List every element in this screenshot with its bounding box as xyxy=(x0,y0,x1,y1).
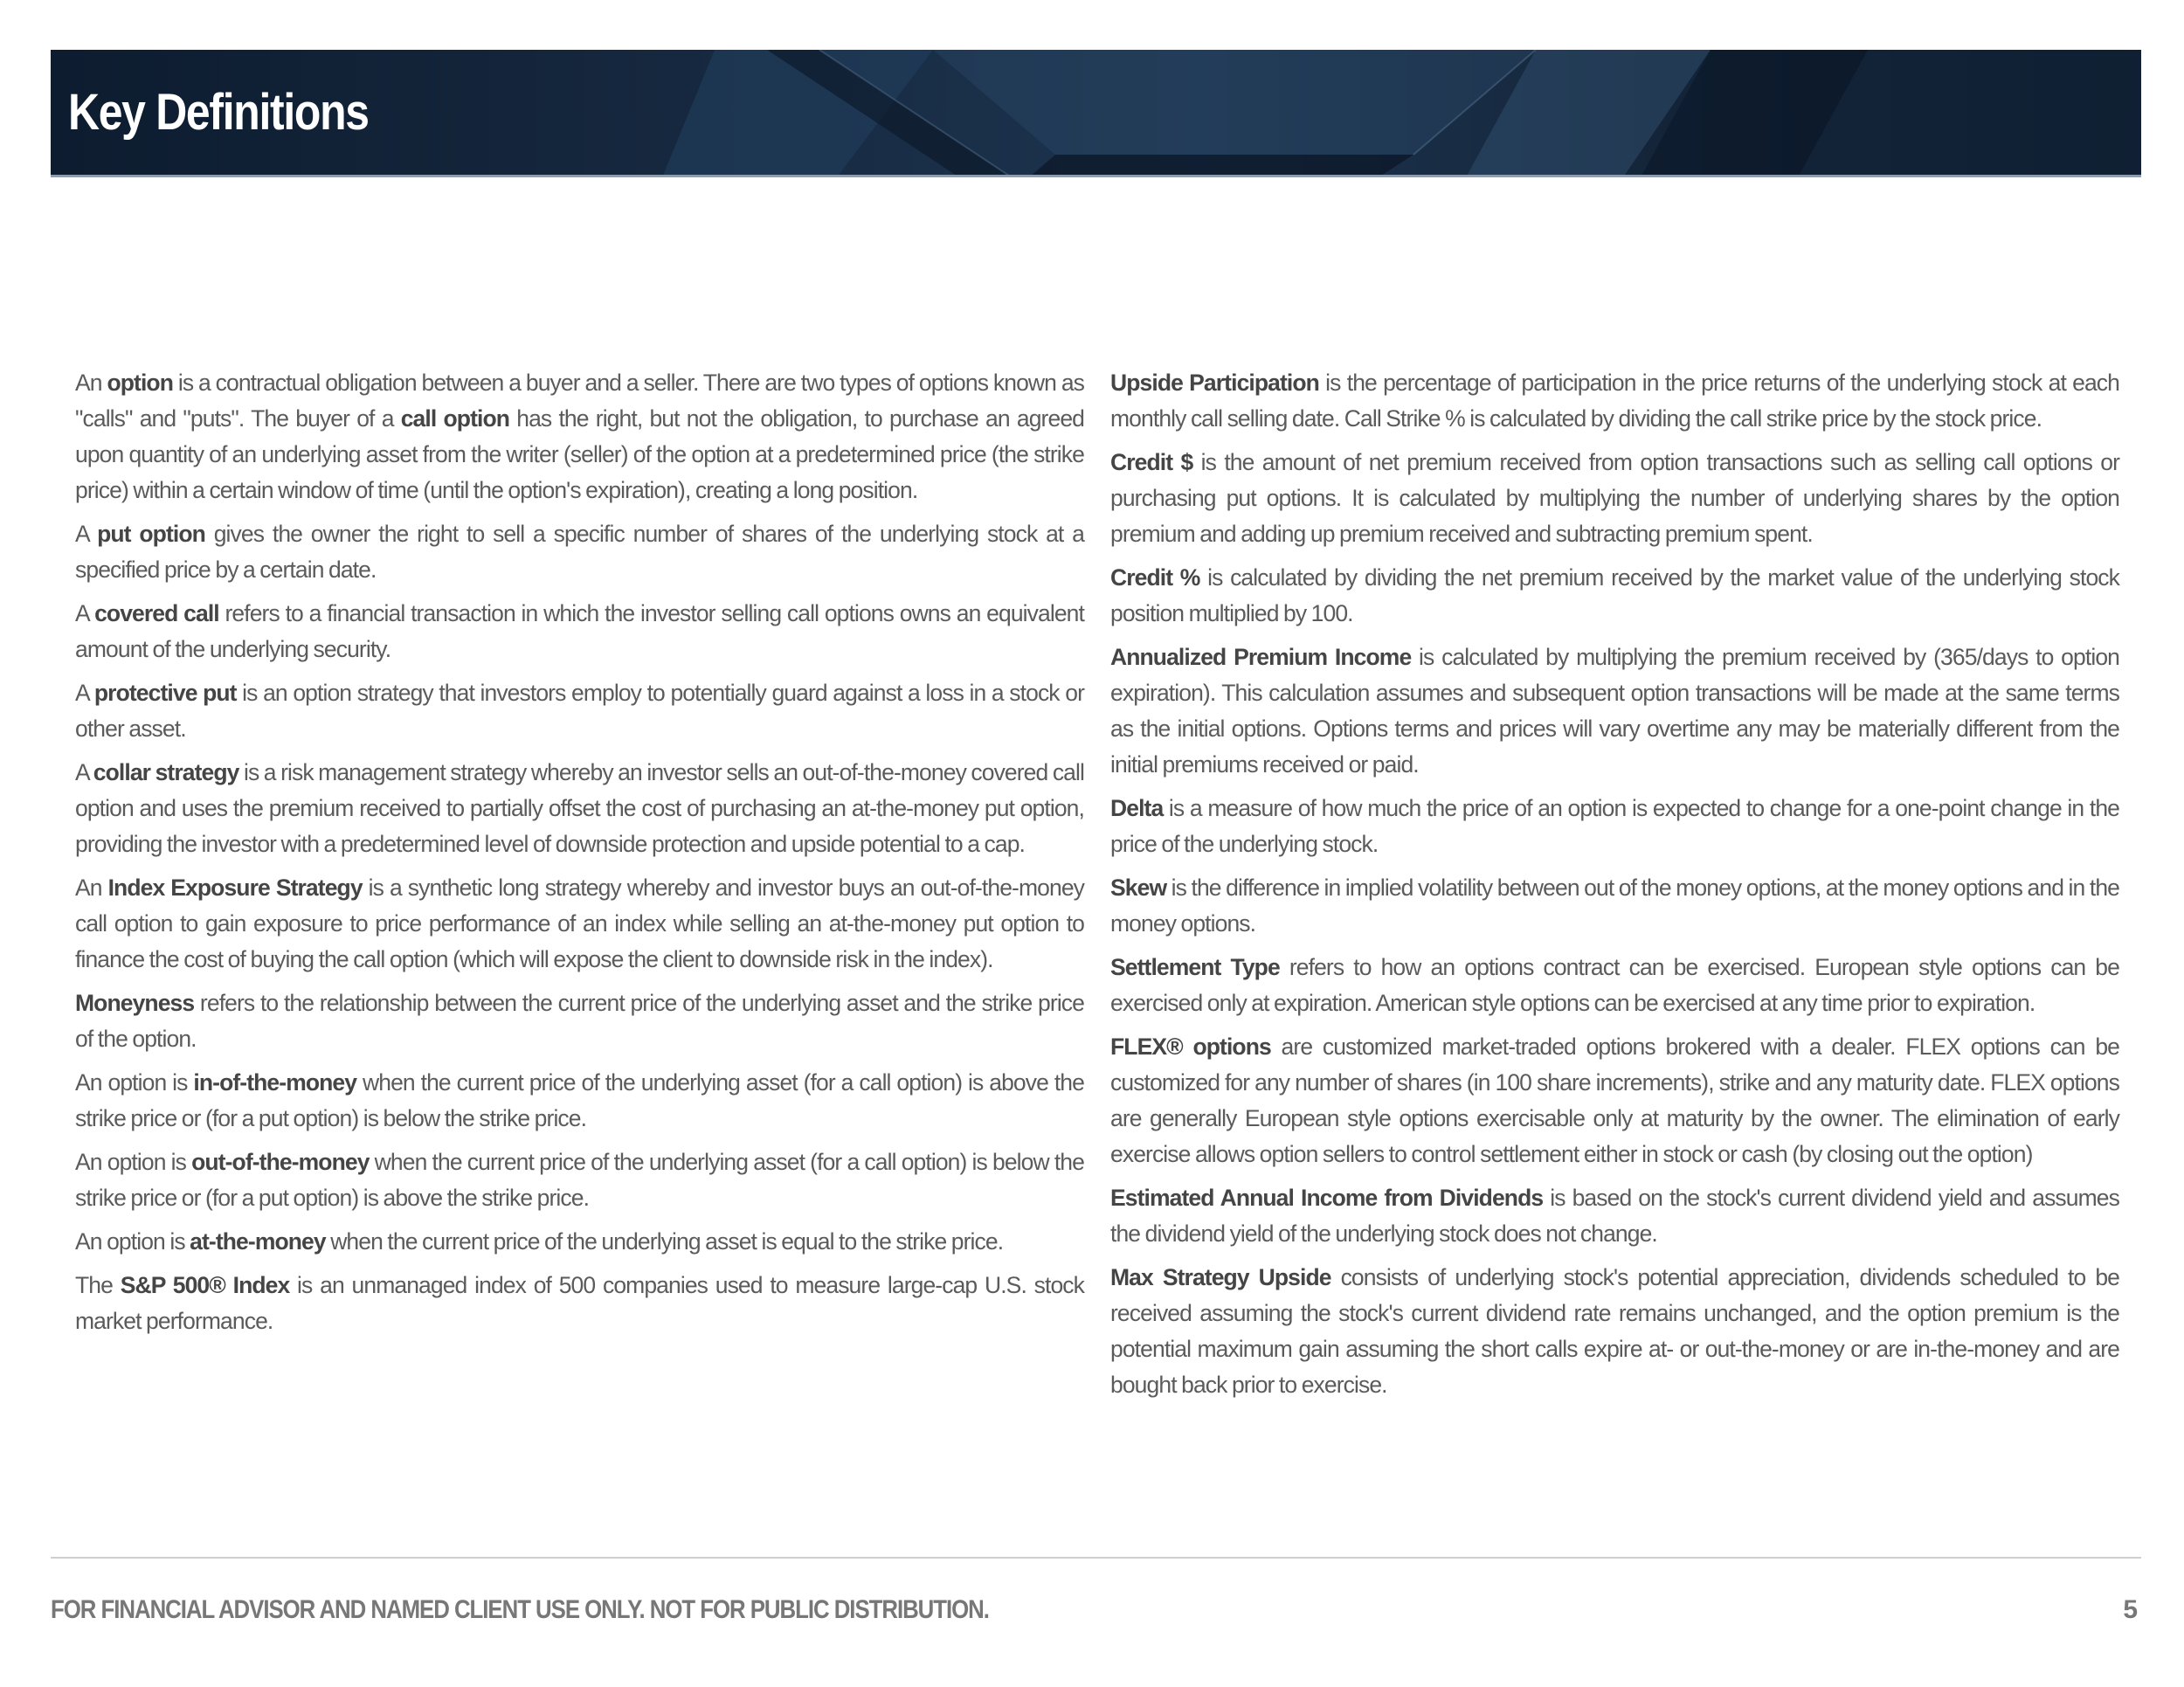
definition-delta: Delta is a measure of how much the price of an option is expected to change for a one-point change in the price of the underlying stock. xyxy=(1110,795,2119,857)
term-delta: Delta xyxy=(1110,795,1164,821)
definition-settlement-type: Settlement Type refers to how an options contract can be exercised. European style options can be exercised only at expiration. American style options can be exercised at any time prior to expiration. xyxy=(1110,954,2119,1016)
definition-sp-500-index: The S&P 500® Index is an unmanaged index of 500 companies used to measure large-cap U.S. stock market performance. xyxy=(75,1272,1084,1334)
term-flex-options: FLEX® options xyxy=(1110,1034,1271,1060)
definition-flex-options: FLEX® options are customized market-traded options brokered with a dealer. FLEX options can be customized for any number of shares (in 100 share increments), strike and any maturity date. FLEX options are generally European style options exercisable only at maturity by the owner. The elimination of early exercise allows option sellers to control settlement either in stock or cash (by closing out the option) xyxy=(1110,1034,2119,1167)
definition-estimated-annual-income: Estimated Annual Income from Dividends is based on the stock's current dividend yield and assumes the dividend yield of the underlying stock does not change. xyxy=(1110,1185,2119,1247)
definitions-columns xyxy=(75,365,2119,1411)
term-max-strategy-upside: Max Strategy Upside xyxy=(1110,1264,1331,1290)
term-settlement-type: Settlement Type xyxy=(1110,954,1280,980)
definition-put-option: A put option gives the owner the right to sell a specific number of shares of the underlying stock at a specified price by a certain date. xyxy=(75,521,1085,583)
term-at-the-money: at-the-money xyxy=(190,1228,326,1255)
definition-credit-percent: Credit % is calculated by dividing the net premium received by the market value of the underlying stock position multiplied by 100. xyxy=(1110,564,2119,626)
term-index-exposure-strategy: Index Exposure Strategy xyxy=(107,875,363,901)
term-protective-put: protective put xyxy=(93,680,237,706)
definition-at-the-money: An option is at-the-money when the current price of the underlying asset is equal to the strike price. xyxy=(75,1228,1004,1255)
footer-divider xyxy=(51,1557,2141,1559)
definition-covered-call: A covered call refers to a financial transaction in which the investor selling call options owns an equivalent amount of the underlying security. xyxy=(75,600,1084,662)
term-call-option: call option xyxy=(400,405,510,432)
term-out-of-the-money: out-of-the-money xyxy=(191,1149,370,1175)
term-upside-participation: Upside Participation xyxy=(1110,370,1319,396)
definition-in-of-the-money: An option is in-of-the-money when the current price of the underlying asset (for a call option) is above the strike price or (for a put option) is below the strike price. xyxy=(75,1069,1084,1131)
term-option: option xyxy=(107,370,173,396)
term-skew: Skew xyxy=(1110,875,1167,901)
definition-credit-dollar: Credit $ is the amount of net premium received from option transactions such as selling call options or purchasing put options. It is calculated by multiplying the number of underlying shares by the option premium and adding up premium received and subtracting premium spent. xyxy=(1110,449,2120,547)
term-credit-dollar: Credit $ xyxy=(1110,449,1193,475)
definition-index-exposure-strategy: An Index Exposure Strategy is a synthetic long strategy whereby and investor buys an out-of-the-money call option to gain exposure to price performance of an index while selling an at-the-money put option to finance the cost of buying the call option (which will expose the client to downside risk in the index). xyxy=(75,875,1085,972)
term-moneyness: Moneyness xyxy=(75,990,195,1016)
term-put-option: put option xyxy=(97,521,205,547)
term-in-of-the-money: in-of-the-money xyxy=(193,1069,357,1096)
definition-skew: Skew is the difference in implied volatility between out of the money options, at the money options and in the money options. xyxy=(1110,875,2119,937)
definition-annualized-premium-income: Annualized Premium Income is calculated by multiplying the premium received by (365/days to option expiration). This calculation assumes and subsequent option transactions will be made at the same terms as the initial options. Options terms and prices will vary overtime any may be materially different from the initial premiums received or paid. xyxy=(1110,644,2119,778)
page-title: Key Definitions xyxy=(68,84,369,141)
definition-protective-put: A protective put is an option strategy that investors employ to potentially guard against a loss in a stock or other asset. xyxy=(75,680,1084,742)
right-column xyxy=(1110,365,2119,1411)
term-collar-strategy: collar strategy xyxy=(93,759,239,785)
definition-max-strategy-upside: Max Strategy Upside consists of underlying stock's potential appreciation, dividends scheduled to be received assuming the stock's current dividend rate remains unchanged, and the option premium is the potential maximum gain assuming the short calls expire at- or out-the-money or are in-the-money and are bought back prior to exercise. xyxy=(1110,1264,2119,1398)
definition-moneyness: Moneyness refers to the relationship between the current price of the underlying asset and the strike price of the option. xyxy=(75,990,1084,1052)
header-banner xyxy=(51,50,2141,177)
left-column xyxy=(75,365,1084,1411)
definition-collar-strategy: A collar strategy is a risk management strategy whereby an investor sells an out-of-the-money covered call option and uses the premium received to partially offset the cost of purchasing an at-the-money put option, providing the investor with a predetermined level of downside protection and upside potential to a cap. xyxy=(75,759,1084,857)
term-credit-percent: Credit % xyxy=(1110,564,1200,591)
term-sp-500-index: S&P 500® Index xyxy=(120,1272,290,1298)
page-number: 5 xyxy=(2123,1595,2138,1624)
footer-disclaimer: FOR FINANCIAL ADVISOR AND NAMED CLIENT USE ONLY. NOT FOR PUBLIC DISTRIBUTION. xyxy=(51,1595,989,1624)
term-annualized-premium-income: Annualized Premium Income xyxy=(1110,644,1412,670)
term-estimated-annual-income: Estimated Annual Income from Dividends xyxy=(1110,1185,1544,1211)
definition-upside-participation: Upside Participation is the percentage of participation in the price returns of the underlying stock at each monthly call selling date. Call Strike % is calculated by dividing the call strike price by the stock price. xyxy=(1110,370,2119,432)
term-covered-call: covered call xyxy=(94,600,219,626)
definition-option: An option is a contractual obligation between a buyer and a seller. There are two types of options known as "calls" and "puts". The buyer of a call option has the right, but not the obligation, to purchase an agreed upon quantity of an underlying asset from the writer (seller) of the option at a predetermined price (the strike price) within a certain window of time (until the option's expiration), creating a long position. xyxy=(75,370,1085,503)
definition-out-of-the-money: An option is out-of-the-money when the current price of the underlying asset (for a call option) is below the strike price or (for a put option) is above the strike price. xyxy=(75,1149,1084,1211)
